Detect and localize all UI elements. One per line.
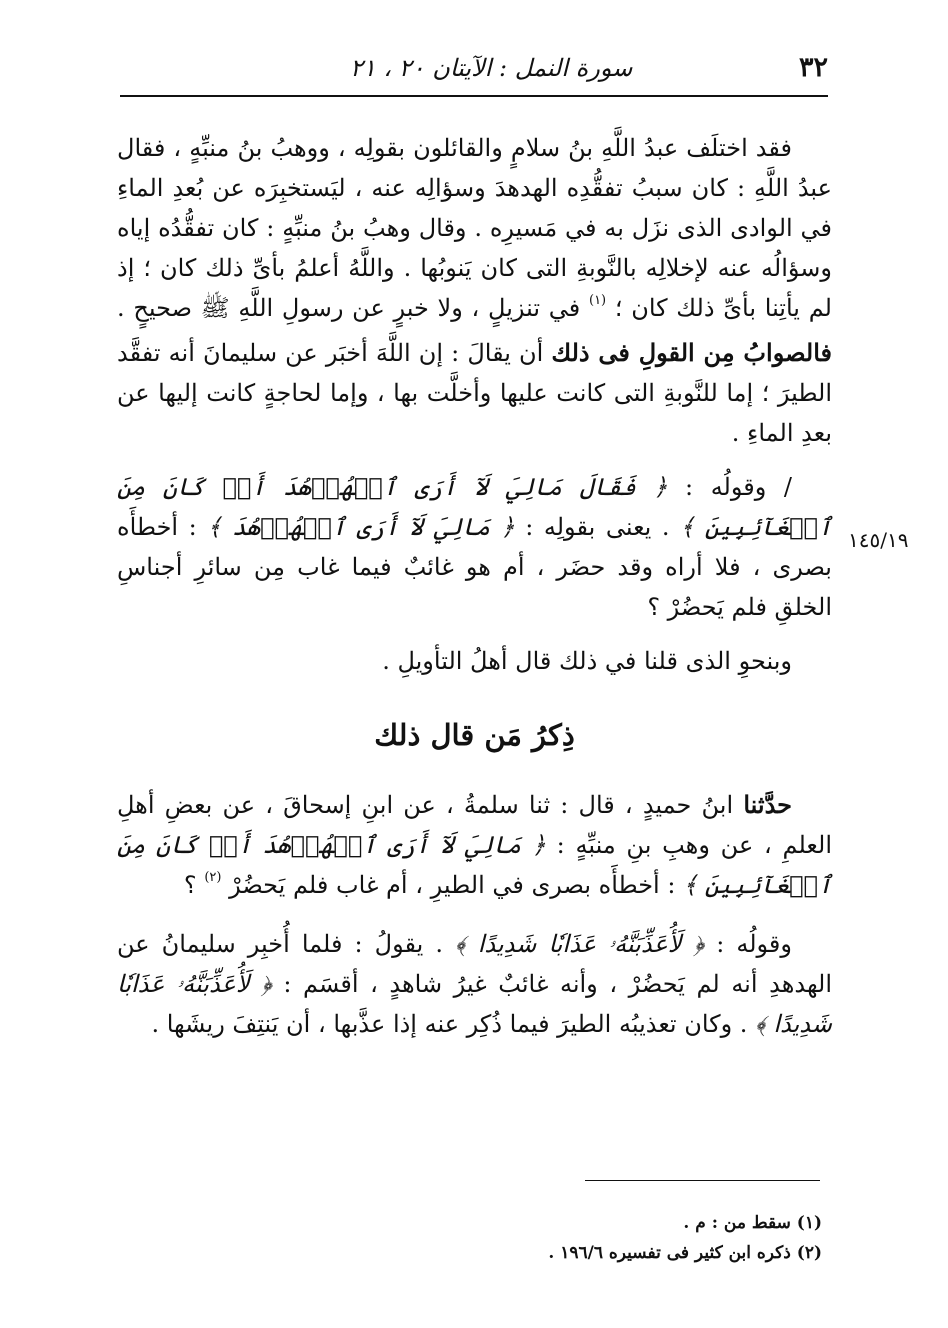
paragraph-1-continued: في تنزيلٍ ، ولا خبرٍ عن رسولِ اللَّهِ ﷺ صحيحٍ . [117,294,581,322]
paragraph-5-end: . وكان تعذيبُه الطيرَ فيما ذُكِر عنه إذا عذَّبها ، أن يَنتِفَ ريشَها . [151,1010,748,1038]
footnote-2: (٢) ذكره ابن كثير فى تفسيره ١٩٦/٦ . [548,1243,822,1263]
running-head: سورة النمل : الآيتان ٢٠ ، ٢١ [350,54,633,82]
header-rule [120,95,828,97]
paragraph-4-tail: ؟ [183,871,197,899]
quran-quote: ﴿ لَأُعَذِّبَنَّهُۥ عَذَابٗا شَدِيدًا ﴾ [455,930,705,958]
paragraph-4-end: : أخطأَه بصرى في الطيرِ ، أم غاب فلم يَحضُرْ [229,871,676,899]
paragraph-1 [117,128,832,453]
paragraph-2-start: / وقولُه : [685,473,792,501]
quran-quote: ﴿ فَقَالَ مَالِيَ لَآ أَرَى ٱلۡهُدۡهُدَ أَمۡ كَانَ مِنَ ٱلۡغَآئِبِينَ ﴾ [117,473,832,541]
section-heading: ذِكرُ مَن قال ذلك [374,718,575,752]
page-header [120,48,828,94]
footnote-ref-1: (١) [588,293,607,308]
paragraph-5-start: وقولُه : [716,930,792,958]
paragraph-1-bold: فالصوابُ مِن القولِ فى ذلك [551,338,833,367]
paragraph-1-text: فقد اختلَف عبدُ اللَّهِ بنُ سلامٍ والقائلون بقولِه ، ووهبُ بنُ منبِّهٍ ، فقال عبدُ اللَّهِ : كان سببُ تفقُّدِه الهدهدَ وسؤالِه عنه ، ليَستخبِرَه عن بُعدِ الماءِ في الوادى الذى نزَل به في مَسيرِه . وقال وهبُ بنُ منبِّهٍ : كان تفقُّدُه إياه وسؤالُه عنه لإخلالِه بالنَّوبةِ التى كان يَنوبُها . واللَّهُ أعلمُ بأىِّ ذلك كان ؛ إذ لم يأتِنا بأىِّ ذلك كان ؛ [117,134,832,322]
paragraph-4-start: ابنُ حميدٍ ، قال : ثنا سلمةُ ، عن ابنِ إسحاقَ ، عن بعضِ أهلِ العلمِ ، عن وهبِ بنِ منبِّهٍ : [117,791,832,859]
paragraph-2-end: : أخطأَه بصرى ، فلا أراه وقد حضَر ، أم هو غائبٌ فيما غاب مِن سائرِ أجناسِ الخلقِ فلم يَحضُرْ ؟ [117,513,832,621]
footnotes [420,1208,822,1268]
page-number: ٣٢ [798,52,828,83]
quran-quote: ﴿ مَالِيَ لَآ أَرَى ٱلۡهُدۡهُدَ أَمۡ كَانَ مِنَ ٱلۡغَآئِبِينَ ﴾ [117,831,832,899]
footnote-rule [585,1180,820,1181]
paragraph-3: وبنحوِ الذى قلنا في ذلك قال أهلُ التأويلِ . [382,647,792,675]
margin-reference: ١٤٥/١٩ [848,528,909,552]
main-text [117,128,832,1044]
paragraph-4 [117,785,832,910]
footnote-1: (١) سقط من : م . [683,1213,822,1233]
quran-quote: ﴿ لَأُعَذِّبَنَّهُۥ عَذَابٗا شَدِيدًا ﴾ [117,970,832,1038]
isnad-start: حدَّثنا [743,790,792,819]
paragraph-5-mid: . يقولُ : فلما أُخبِر سليمانُ عن الهدهدِ أنه لم يَحضُرْ ، وأنه غائبٌ غيرُ شاهدٍ ، أقسَم : [117,930,832,998]
paragraph-2 [117,467,832,627]
footnote-ref-2: (٢) [204,870,222,885]
quran-quote: ﴿ مَالِيَ لَآ أَرَى ٱلۡهُدۡهُدَ ﴾ [207,513,515,541]
paragraph-1-end: أن يقالَ : إن اللَّهَ أخبَر عن سليمانَ أنه تفقَّد الطيرَ ؛ إما للنَّوبةِ التى كانت عليها وأخلَّت بها ، وإما لحاجةٍ كانت إليها عن بعدِ الماءِ . [117,339,832,447]
paragraph-2-mid: . يعنى بقولِه : [525,513,670,541]
paragraph-5 [117,924,832,1044]
